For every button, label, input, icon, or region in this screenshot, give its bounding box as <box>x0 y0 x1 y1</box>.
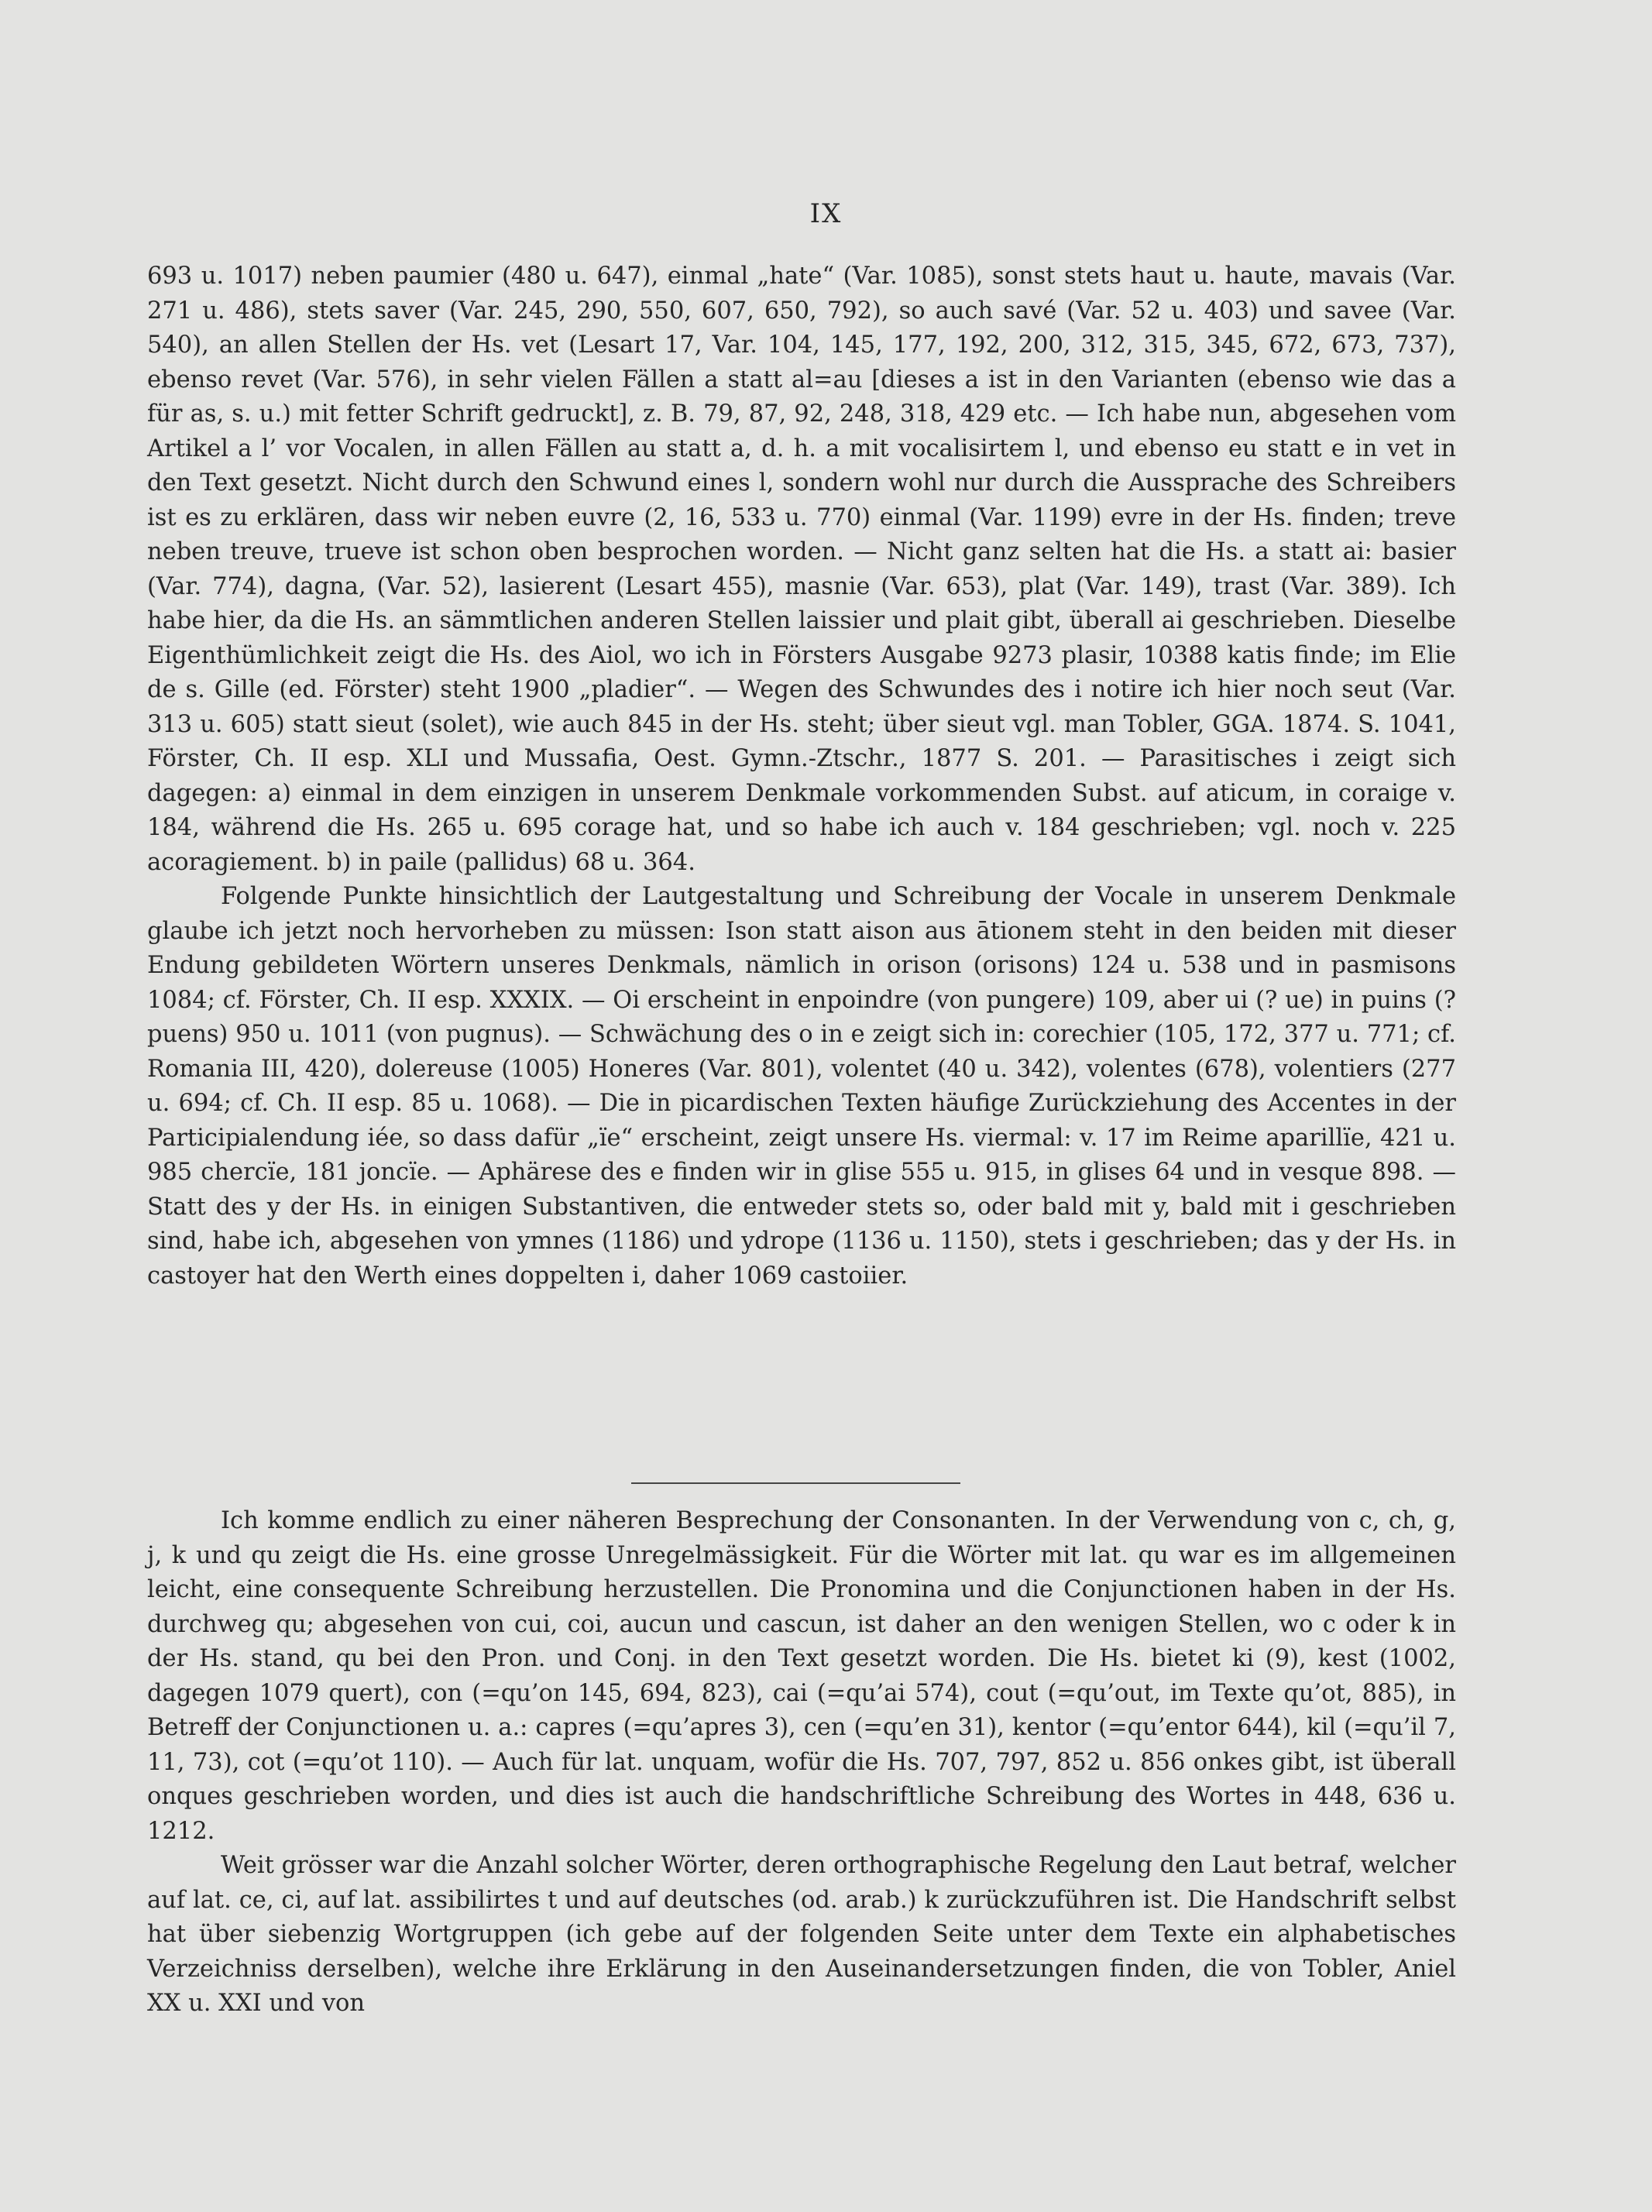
section-divider <box>631 1482 960 1484</box>
paragraph-sibilants: Weit grösser war die Anzahl solcher Wörter, deren orthographische Regelung den Laut betraf, welcher auf lat. ce, ci, auf lat. assibilirtes t und auf deutsches (od. arab.) k zurückzuführen ist. Die Handschrift selbst hat über siebenzig Wortgruppen (ich gebe auf der folgenden Seite unter dem Texte ein alphabetisches Verzeichniss derselben), welche ihre Erklärung in den Auseinandersetzungen finden, die von Tobler, Aniel XX u. XXI und von <box>147 1852 1456 2017</box>
paragraph-vowel-points: Folgende Punkte hinsichtlich der Lautgestaltung und Schreibung der Vocale in unserem Denkmale glaube ich jetzt noch hervorheben zu müssen: Ison statt aison aus ātionem steht in den beiden mit dieser Endung gebildeten Wörtern unseres Denkmals, nämlich in orison (orisons) 124 u. 538 und in pasmisons 1084; cf. Förster, Ch. II esp. XXXIX. — Oi erscheint in enpoindre (von pungere) 109, aber ui (? ue) in puins (? puens) 950 u. 1011 (von pugnus). — Schwächung des o in e zeigt sich in: corechier (105, 172, 377 u. 771; cf. Romania III, 420), dolereuse (1005) Honeres (Var. 801), volentet (40 u. 342), volentes (678), volentiers (277 u. 694; cf. Ch. II esp. 85 u. 1068). — Die in picardischen Texten häufige Zurückziehung des Accentes in der Participialendung iée, so dass dafür „ïe“ erscheint, zeigt unsere Hs. viermal: v. 17 im Reime aparillïe, 421 u. 985 chercïe, 181 joncïe. — Aphärese des e finden wir in glise 555 u. 915, in glises 64 und in vesque 898. — Statt des y der Hs. in einigen Substantiven, die entweder stets so, oder bald mit y, bald mit i geschrieben sind, habe ich, abgesehen von ymnes (1186) und ydrope (1136 u. 1150), stets i geschrieben; das y der Hs. in castoyer hat den Werth eines doppelten i, daher 1069 castoiier. <box>147 883 1456 1290</box>
text-section-vowels <box>147 259 1456 1293</box>
text-section-consonants <box>147 1504 1456 2021</box>
paragraph-continued: 693 u. 1017) neben paumier (480 u. 647), einmal „hate“ (Var. 1085), sonst stets haut u. haute, mavais (Var. 271 u. 486), stets saver (Var. 245, 290, 550, 607, 650, 792), so auch savé (Var. 52 u. 403) und savee (Var. 540), an allen Stellen der Hs. vet (Lesart 17, Var. 104, 145, 177, 192, 200, 312, 315, 345, 672, 673, 737), ebenso revet (Var. 576), in sehr vielen Fällen a statt al=au [dieses a ist in den Varianten (ebenso wie das a für as, s. u.) mit fetter Schrift gedruckt], z. B. 79, 87, 92, 248, 318, 429 etc. — Ich habe nun, abgesehen vom Artikel a l’ vor Vocalen, in allen Fällen au statt a, d. h. a mit vocalisirtem l, und ebenso eu statt e in vet in den Text gesetzt. Nicht durch den Schwund eines l, sondern wohl nur durch die Aussprache des Schreibers ist es zu erklären, dass wir neben euvre (2, 16, 533 u. 770) einmal (Var. 1199) evre in der Hs. finden; treve neben treuve, trueve ist schon oben besprochen worden. — Nicht ganz selten hat die Hs. a statt ai: basier (Var. 774), dagna, (Var. 52), lasierent (Lesart 455), masnie (Var. 653), plat (Var. 149), trast (Var. 389). Ich habe hier, da die Hs. an sämmtlichen anderen Stellen laissier und plait gibt, überall ai geschrieben. Dieselbe Eigenthümlichkeit zeigt die Hs. des Aiol, wo ich in Försters Ausgabe 9273 plasir, 10388 katis finde; im Elie de s. Gille (ed. Förster) steht 1900 „pladier“. — Wegen des Schwundes des i notire ich hier noch seut (Var. 313 u. 605) statt sieut (solet), wie auch 845 in der Hs. steht; über sieut vgl. man Tobler, GGA. 1874. S. 1041, Förster, Ch. II esp. XLI und Mussafia, Oest. Gymn.-Ztschr., 1877 S. 201. — Parasitisches i zeigt sich dagegen: a) einmal in dem einzigen in unserem Denkmale vorkommenden Subst. auf aticum, in coraige v. 184, während die Hs. 265 u. 695 corage hat, und so habe ich auch v. 184 geschrieben; vgl. noch v. 225 acoragiement. b) in paile (pallidus) 68 u. 364. <box>147 263 1456 876</box>
paragraph-consonants-intro: Ich komme endlich zu einer näheren Besprechung der Consonanten. In der Verwendung von c, ch, g, j, k und qu zeigt die Hs. eine grosse Unregelmässigkeit. Für die Wörter mit lat. qu war es im allgemeinen leicht, eine consequente Schreibung herzustellen. Die Pronomina und die Conjunctionen haben in der Hs. durchweg qu; abgesehen von cui, coi, aucun und cascun, ist daher an den wenigen Stellen, wo c oder k in der Hs. stand, qu bei den Pron. und Conj. in den Text gesetzt worden. Die Hs. bietet ki (9), kest (1002, dagegen 1079 quert), con (=qu’on 145, 694, 823), cai (=qu’ai 574), cout (=qu’out, im Texte qu’ot, 885), in Betreff der Conjunctionen u. a.: capres (=qu’apres 3), cen (=qu’en 31), kentor (=qu’entor 644), kil (=qu’il 7, 11, 73), cot (=qu’ot 110). — Auch für lat. unquam, wofür die Hs. 707, 797, 852 u. 856 onkes gibt, ist überall onques geschrieben worden, und dies ist auch die handschriftliche Schreibung des Wortes in 448, 636 u. 1212. <box>147 1507 1456 1845</box>
page-number: IX <box>809 198 843 229</box>
